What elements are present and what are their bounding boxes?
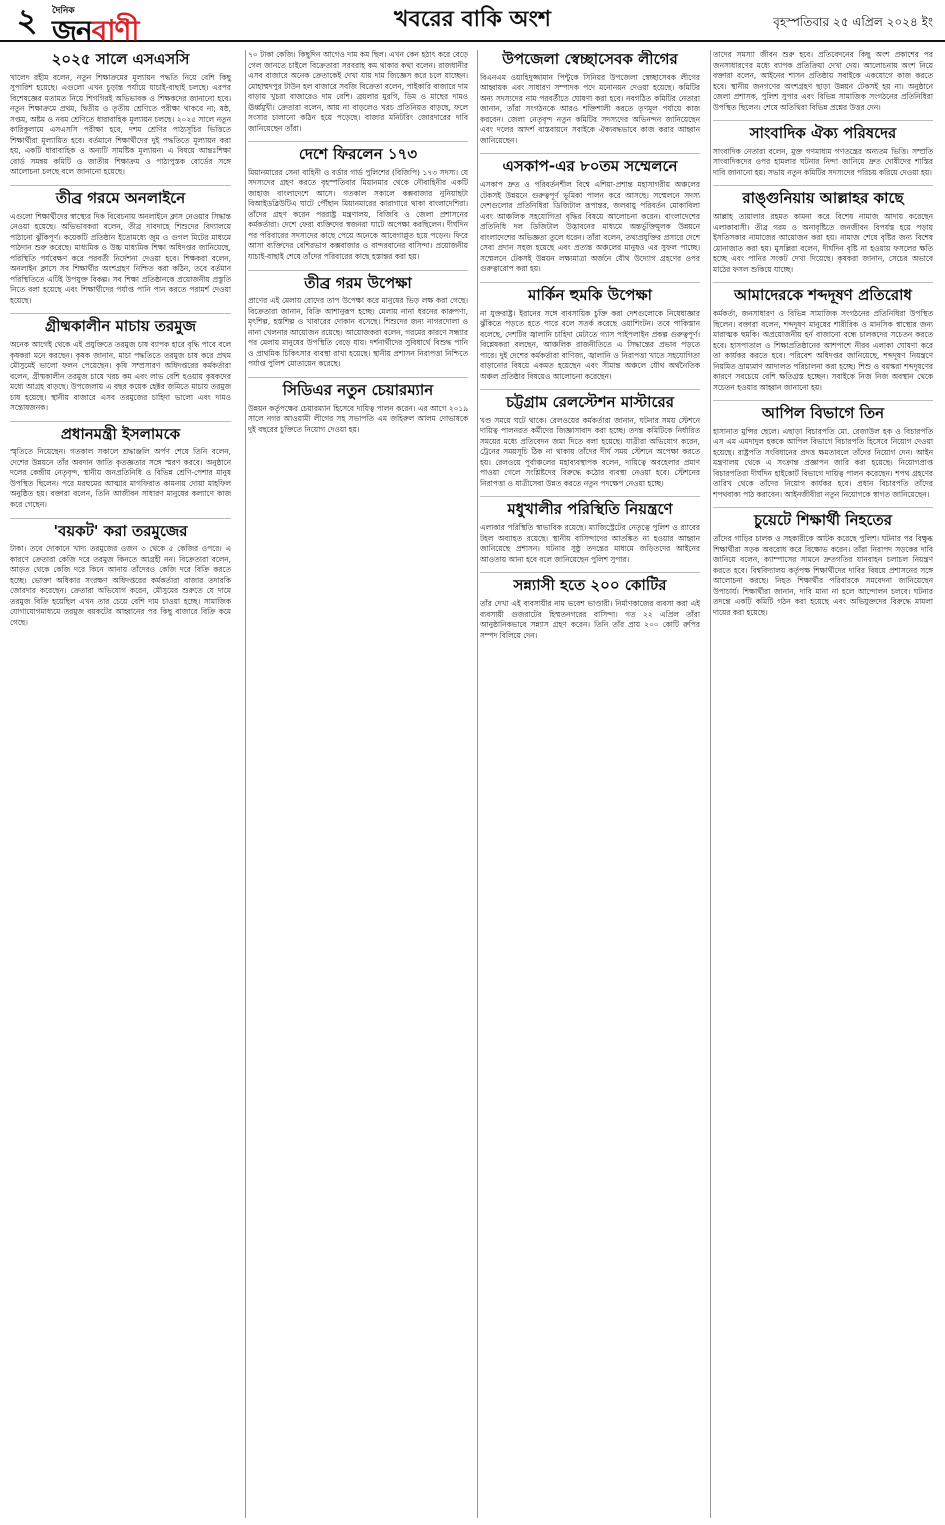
column-2 [245,50,470,1518]
logo-part2: বাণী [91,14,139,47]
article-body: হাসানাত মুন্সির ছেলে। এছাড়া বিচারপতি মো. রেজাউল হক ও বিচারপতি এস এম এমদাদুল হককে আপিল বিভাগে বিচারপতি হিসেবে নিয়োগ দেওয়া হয়েছে। রাষ্ট্রপতি সংবিধানের প্রদত্ত ক্ষমতাবলে তাঁদের নিয়োগ দেন। আইন মন্ত্রণালয় থেকে এ সংক্রান্ত প্রজ্ঞাপন জারি করা হয়েছে। নিয়োগপ্রাপ্ত বিচারপতিরা দীর্ঘদিন হাইকোর্ট বিভাগে দায়িত্ব পালন করেছেন। শপথ গ্রহণের তারিখ থেকে তাঁদের নিয়োগ কার্যকর হবে। প্রধান বিচারপতি তাঁদের শপথবাক্য পাঠ করাবেন। আইনজীবীরা নতুন নিয়োগকে স্বাগত জানিয়েছেন। [713,426,933,499]
logo-part1: জন [52,14,92,47]
article-body: আল্লাহ তায়ালার রহমত কামনা করে বিশেষ নামাজ আদায় করেছেন এলাকাবাসী। তীব্র গরম ও অনাবৃষ্টিতে জনজীবন বিপর্যস্ত হয়ে পড়ায় ইসতিসকার নামাজের আয়োজন করা হয়। নামাজ শেষে বৃষ্টির জন্য বিশেষ মোনাজাত করা হয়। মুসল্লিরা বলেন, দীর্ঘদিন বৃষ্টি না হওয়ায় ফসলের ক্ষতি হচ্ছে এবং পানির সংকট দেখা দিয়েছে। কৃষকরা জানান, সেচের অভাবে মাঠের ফসল শুকিয়ে যাচ্ছে। [713,212,933,274]
column-3 [477,50,702,1518]
headline-ssc-2025: ২০২৫ সালে এসএসসি [51,50,190,68]
article-body: সাংবাদিক নেতারা বলেন, মুক্ত গণমাধ্যম গণতন্ত্রের অন্যতম ভিত্তি। সম্প্রতি সাংবাদিকদের ওপর হামলার ঘটনার নিন্দা জানিয়ে দ্রুত দোষীদের শাস্তির দাবি জানানো হয়। সভায় নতুন কমিটির সদস্যদের পরিচয় করিয়ে দেওয়া হয়। [713,146,933,177]
headline-escap-80: এসকাপ-এর ৮০তম সম্মেলনে [480,153,700,176]
article-body: টাকা। তবে দোকানে খাদ্য তরমুজের ওজন ৩ থেকে ৫ কেজির ওপরে। এ কারণে ক্রেতারা কেজি দরে তরমুজ কিনতে আগ্রহী নন। বিক্রেতারা বলেন, আড়ত থেকে কেজি দরে কিনে আনায় তাঁদেরও কেজি দরে বিক্রি করতে হচ্ছে। ভোক্তা অধিকার সংরক্ষণ অধিদপ্তরের কর্মকর্তারা বাজার তদারকি জোরদার করেছেন। ক্রেতারা অভিযোগ করেন, মৌসুমের শুরুতে যে দামে তরমুজ বিক্রি হয়েছিল এখন তার চেয়ে বেশি দাম চাওয়া হচ্ছে। সামাজিক যোগাযোগমাধ্যমে তরমুজ বয়কটের আহ্বানের পর কিছু বাজারে বিক্রি কমে গেছে। [10,544,231,627]
article-body: মিয়ানমারের সেনা বাহিনী ও বর্ডার গার্ড পুলিশের (বিজিপি) ১৭৩ সদস্য। যে সদস্যদের গ্রহণ করতে বৃহস্পতিবার মিয়ানমার থেকে নৌবাহিনীর একটি জাহাজ বাংলাদেশে আসে। গতকাল সকালে কক্সবাজার নুনিয়াছটা বিআইডব্লিউটিএ ঘাটে পৌঁছান মিয়ানমারের কারাগারে থাকা বাংলাদেশিরা। তাঁদের গ্রহণ করেন পররাষ্ট্র মন্ত্রণালয়, বিজিবি ও জেলা প্রশাসনের কর্মকর্তারা। দেশে ফেরা ব্যক্তিদের স্বজনরা ঘাটে অপেক্ষা করছিলেন। দীর্ঘদিন পর পরিবারের সদস্যদের কাছে পেয়ে অনেকে আবেগাপ্লুত হয়ে পড়েন। ফিরে আসা ব্যক্তিদের বেশিরভাগ কক্সবাজার ও বান্দরবানের বাসিন্দা। প্রয়োজনীয় যাচাই-বাছাই শেষে তাঁদের পরিবারের কাছে হস্তান্তর করা হয়। [248,167,468,261]
article-body: খণ্ড সময়ে ঘটে থাকে। রেলওয়ের কর্মকর্তারা জানান, ঘটনার সময় স্টেশনে দায়িত্ব পালনরত কর্মীদের জিজ্ঞাসাবাদ করা হচ্ছে। তদন্ত কমিটিকে নির্ধারিত সময়ের মধ্যে প্রতিবেদন জমা দিতে বলা হয়েছে। যাত্রীরা অভিযোগ করেন, ট্রেনের সময়সূচি ঠিক না থাকায় তাঁদের দীর্ঘ সময় স্টেশনে অপেক্ষা করতে হয়। রেলওয়ে পূর্বাঞ্চলের মহাব্যবস্থাপক বলেন, দায়িত্বে অবহেলার প্রমাণ পাওয়া গেলে সংশ্লিষ্টদের বিরুদ্ধে কঠোর ব্যবস্থা নেওয়া হবে। স্টেশনের নিরাপত্তা ও যাত্রীসেবা উন্নত করতে নতুন পদক্ষেপ নেওয়া হচ্ছে। [480,415,700,488]
article-body: বিএনএম ওয়াহিদুজ্জামান পিন্টুকে সিনিয়র উপজেলা স্বেচ্ছাসেবক লীগের আহ্বায়ক এবং সাধারণ সম্পাদক পদে মনোনয়ন দেওয়া হয়েছে। কমিটির অন্য সদস্যদের নাম পরবর্তীতে ঘোষণা করা হবে। নবগঠিত কমিটির নেতারা জানান, তাঁরা সংগঠনকে আরও শক্তিশালী করতে তৃণমূল পর্যায়ে কাজ করবেন। জেলা নেতৃবৃন্দ নতুন কমিটির সদস্যদের অভিনন্দন জানিয়েছেন এবং দলের আদর্শ বাস্তবায়নে সবাইকে ঐক্যবদ্ধভাবে কাজ করার আহ্বান জানিয়েছেন। [480,72,700,145]
article-body: খালেদ রহীম বলেন, নতুন শিক্ষাক্রমের মূল্যায়ন পদ্ধতি নিয়ে বেশি কিছু সুপারিশ হয়েছে। এগুলো এখন চূড়ান্ত পর্যায়ে যাচাই-বাছাই চলছে। এরপর বিশেষজ্ঞের মতামত নিয়ে শিগগিরই অভিভাবক ও শিক্ষকদের জানানো হবে। নতুন শিক্ষাক্রমে প্রথম, দ্বিতীয় ও তৃতীয় শ্রেণিতে পরীক্ষা থাকবে না; ষষ্ঠ, সপ্তম, অষ্টম ও নবম শ্রেণিতে ধারাবাহিক মূল্যায়ন চলছে। ২০২৫ সালে নতুন কারিকুলামে এসএসসি পরীক্ষা হবে, দশম শ্রেণির পাঠ্যসূচির ভিত্তিতে শিক্ষার্থীরা মূল্যায়িত হবে। বর্তমানে শিক্ষার্থীদের দুই পদ্ধতিতে মূল্যায়ন করা হয়, একটি ধারাবাহিক ও অন্যটি সামষ্টিক মূল্যায়ন। এ বিষয়ে আন্তঃশিক্ষা বোর্ড সমন্বয় কমিটি ও জাতীয় শিক্ষাক্রম ও পাঠ্যপুস্তক বোর্ডের সঙ্গে আলোচনা চলছে বলে জানানো হয়েছে। [10,72,231,177]
headline-boycott-melon: 'বয়কট' করা তরমুজের [10,518,231,541]
section-title: খবরের বাকি অংশ [394,7,551,32]
article-body: স্মৃতিতে নিয়েছেন। গতকাল সকালে শ্রদ্ধাঞ্জলি অর্পণ শেষে তিনি বলেন, দেশের উন্নয়নে তাঁর অবদান জাতি কৃতজ্ঞতার সঙ্গে স্মরণ করবে। অনুষ্ঠানে দলের কেন্দ্রীয় নেতৃবৃন্দ, স্থানীয় জনপ্রতিনিধি ও বিভিন্ন শ্রেণি-পেশার মানুষ উপস্থিত ছিলেন। পরে মরহুমের আত্মার মাগফিরাত কামনায় দোয়া মাহফিল অনুষ্ঠিত হয়। বক্তারা বলেন, তিনি আজীবন সাধারণ মানুষের কল্যাণে কাজ করে গেছেন। [10,447,231,509]
headline-journalist-unity: সাংবাদিক ঐক্য পরিষদের [713,120,933,143]
logo-daily-label: দৈনিক [52,6,75,16]
article-body: তাঁদের গাড়ির চালক ও সহকারীকে আটক করেছে পুলিশ। ঘটনার পর বিক্ষুব্ধ শিক্ষার্থীরা সড়ক অবরোধ করে বিক্ষোভ করেন। তাঁরা নিরাপদ সড়কের দাবি জানিয়ে বলেন, ক্যাম্পাসের সামনে দ্রুতগতির যানবাহন চলাচল নিয়ন্ত্রণ করতে হবে। বিশ্ববিদ্যালয় কর্তৃপক্ষ শিক্ষার্থীদের দাবির বিষয়ে প্রশাসনের সঙ্গে আলোচনা করছে। নিহত শিক্ষার্থীর পরিবারকে সমবেদনা জানিয়েছেন উপাচার্য। শিক্ষার্থীরা জানান, দাবি মানা না হলে আন্দোলন চলবে। ঘটনার তদন্তে একটি কমিটি গঠন করা হয়েছে এবং অভিযুক্তদের বিরুদ্ধে মামলা দায়ের করা হয়েছে। [713,534,933,617]
article-body: এগুলো শিক্ষার্থীদের স্বাস্থ্যের দিক বিবেচনায় অনলাইনে ক্লাস নেওয়ার সিদ্ধান্ত নেওয়া হয়েছে। অভিভাবকরা বলেন, তীব্র দাবদাহে শিশুদের বিদ্যালয়ে পাঠানো ঝুঁকিপূর্ণ। কয়েকটি প্রতিষ্ঠান ইতোমধ্যে জুম ও গুগল মিটের মাধ্যমে পাঠদান শুরু করেছে। মাধ্যমিক ও উচ্চ মাধ্যমিক শিক্ষা অধিদপ্তর জানিয়েছে, পরিস্থিতি পর্যবেক্ষণ করে পরবর্তী নির্দেশনা দেওয়া হবে। শিক্ষকরা বলেন, অনলাইন ক্লাসে সব শিক্ষার্থীর অংশগ্রহণ নিশ্চিত করা কঠিন, তবে বর্তমান পরিস্থিতিতে এটিই উপযুক্ত বিকল্প। সব শিক্ষা প্রতিষ্ঠানকে প্রয়োজনীয় প্রস্তুতি নিতে বলা হয়েছে এবং শিক্ষার্থীদের পর্যাপ্ত পানি পান করতে পরামর্শ দেওয়া হয়েছে। [10,211,231,305]
headline-rangunia: রাঙ্গুনিয়ায় আল্লাহর কাছে [713,185,933,208]
headline-cda-chairman: সিডিএর নতুন চেয়ারম্যান [248,377,468,400]
date-line: বৃহস্পতিবার ২৫ এপ্রিল ২০২৪ ইং [773,15,933,29]
article-body: ৭০ টাকা কেজি। কিছুদিন আগেও দাম কম ছিল। এখন কেন হঠাৎ করে বেড়ে গেল জানতে চাইলে বিক্রেতারা সরবরাহ কম থাকার কথা বলেন। রাজধানীর এসব বাজারে অনেক ক্রেতাকেই দেখা যায় দাম জিজ্ঞেস করে চলে যাচ্ছেন। মোহাম্মদপুর টাউন হল বাজারে সবজি বিক্রেতা বলেন, পাইকারি বাজারে দাম বাড়ায় খুচরা বাজারেও দাম বেশি। ব্রয়লার মুরগি, ডিম ও মাছের দামও ঊর্ধ্বমুখী। ক্রেতারা বলেন, আয় না বাড়লেও খরচ প্রতিনিয়ত বাড়ছে, ফলে সংসার চালানো কঠিন হয়ে পড়েছে। বাজার মনিটরিং জোরদারের দাবি জানিয়েছেন তাঁরা। [248,50,468,133]
article-body: কর্মকর্তা, জনসাধারণ ও বিভিন্ন সামাজিক সংগঠনের প্রতিনিধিরা উপস্থিত ছিলেন। বক্তারা বলেন, শব্দদূষণ মানুষের শারীরিক ও মানসিক স্বাস্থ্যের জন্য মারাত্মক হুমকি। অপ্রয়োজনীয় হর্ন বাজানো বন্ধে চালকদের সচেতন করতে হবে। হাসপাতাল ও শিক্ষাপ্রতিষ্ঠানের আশপাশে নীরব এলাকা ঘোষণা করে তা কার্যকর করতে হবে। পরিবেশ অধিদপ্তর জানিয়েছে, শব্দদূষণ নিয়ন্ত্রণে নিয়মিত ভ্রাম্যমাণ আদালত পরিচালনা করা হচ্ছে। শিশু ও বয়স্করা শব্দদূষণের কারণে সবচেয়ে বেশি ক্ষতিগ্রস্ত হচ্ছেন। সবাইকে নিজ নিজ অবস্থান থেকে সচেতন হওয়ার আহ্বান জানানো হয়। [713,308,933,392]
column-1 [8,50,233,1518]
article-body: এসকাপ দ্রুত ও পরিবর্তনশীল বিশ্বে এশিয়া-প্রশান্ত মহাসাগরীয় অঞ্চলের টেকসই উন্নয়নে গুরুত্বপূর্ণ ভূমিকা পালন করে আসছে। সম্মেলনে সদস্য দেশগুলোর প্রতিনিধিরা ডিজিটাল রূপান্তর, জলবায়ু পরিবর্তন মোকাবিলা এবং আঞ্চলিক সহযোগিতা বৃদ্ধির বিষয়ে আলোচনা করেন। বাংলাদেশের প্রতিনিধি দল ডিজিটাল উদ্ভাবনের মাধ্যমে অন্তর্ভুক্তিমূলক উন্নয়নে বাংলাদেশের অভিজ্ঞতা তুলে ধরেন। তাঁরা বলেন, তথ্যপ্রযুক্তির প্রসারে দেশে সেবা প্রদান সহজ হয়েছে এবং প্রত্যন্ত অঞ্চলের মানুষও এর সুফল পাচ্ছে। সম্মেলনে টেকসই উন্নয়ন লক্ষ্যমাত্রা অর্জনে যৌথ উদ্যোগ গ্রহণের ওপর গুরুত্বারোপ করা হয়। [480,180,700,274]
article-body: না যুক্তরাষ্ট্র। ইরানের সঙ্গে ব্যবসায়িক চুক্তি করা দেশগুলোকে নিষেধাজ্ঞার ঝুঁকিতে পড়তে হতে পারে বলে সতর্ক করেছে ওয়াশিংটন। তবে পাকিস্তান বলেছে, দেশটির জ্বালানি চাহিদা মেটাতে গ্যাস পাইপলাইন প্রকল্প গুরুত্বপূর্ণ। বিশ্লেষকরা বলছেন, আঞ্চলিক রাজনীতিতে এ সিদ্ধান্তের প্রভাব পড়তে পারে। দুই দেশের কর্মকর্তারা বাণিজ্য, জ্বালানি ও নিরাপত্তা খাতে সহযোগিতা বাড়ানোর বিষয়ে একমত হয়েছেন এবং সীমান্ত অঞ্চলে যৌথ অর্থনৈতিক অঞ্চল প্রতিষ্ঠার বিষয়েও আলোচনা করেছেন। [480,308,700,381]
headline-volunteer-league: উপজেলা স্বেচ্ছাসেবক লীগের [502,50,678,68]
column-4 [710,50,935,1518]
article-body: প্রাণের এই মেলায় রোদের তাপ উপেক্ষা করে মানুষের ভিড় লক্ষ করা গেছে। বিক্রেতারা জানান, বিক্রি আশানুরূপ হচ্ছে। মেলায় নানা ধরনের কারুপণ্য, মৃৎশিল্প, হস্তশিল্প ও খাবারের দোকান বসেছে। শিশুদের জন্য নাগরদোলা ও নানা খেলনার আয়োজন রয়েছে। আয়োজকরা বলেন, গরমের কারণে সন্ধ্যার পর মেলায় মানুষের উপস্থিতি বেড়ে যায়। দর্শনার্থীদের সুবিধার্থে বিশুদ্ধ পানি ও প্রাথমিক চিকিৎসার ব্যবস্থা রাখা হয়েছে। স্থানীয় প্রশাসন নিরাপত্তা নিশ্চিতে পর্যাপ্ত পুলিশ মোতায়েন করেছে। [248,296,468,369]
headline-pm-islam: প্রধানমন্ত্রী ইসলামকে [10,421,231,444]
page-number: ২ [16,1,38,39]
article-body: তাঁর দেখা এই ব্যবসায়ীর নাম ভবেশ ভাণ্ডারী। নির্মাণকাজের ব্যবসা করা এই ব্যবসায়ী গুজরাটের হিম্মতনগরের বাসিন্দা। গত ২২ এপ্রিল তাঁরা আনুষ্ঠানিকভাবে সন্ন্যাস গ্রহণ করেন। তিনি তাঁর প্রায় ২০০ কোটি রুপির সম্পদ বিলিয়ে দেন। [480,599,700,640]
masthead [0,0,945,47]
article-body: তাদের সমস্যা জীবন শুরু হবে। প্রতিবেদনের কিছু অংশ প্রকাশের পর জনসাধারণের মধ্যে ব্যাপক প্রতিক্রিয়া দেখা দেয়। আলোচনায় অংশ নিয়ে বক্তারা বলেন, আইনের শাসন প্রতিষ্ঠায় সবাইকে একযোগে কাজ করতে হবে। স্থানীয় জনগণের অংশগ্রহণ ছাড়া উন্নয়ন টেকসই হয় না। অনুষ্ঠানে জেলা প্রশাসক, পুলিশ সুপার এবং বিভিন্ন সামাজিক সংগঠনের প্রতিনিধিরা উপস্থিত ছিলেন। শেষে অতিথিরা বিভিন্ন প্রশ্নের উত্তর দেন। [713,50,933,112]
article-body: অনেক আগেই থেকে এই প্রযুক্তিতে তরমুজ চাষ ব্যাপক হারে বৃদ্ধি পাবে বলে কৃষকরা মনে করছেন। কৃষক জানান, মাচা পদ্ধতিতে তরমুজ চাষ করে প্রথম মৌসুমেই ভালো ফলন পেয়েছেন। কৃষি সম্প্রসারণ অধিদপ্তরের কর্মকর্তারা বলেন, গ্রীষ্মকালীন তরমুজ চাষে খরচ কম এবং লাভ বেশি হওয়ায় কৃষকদের মধ্যে আগ্রহ বাড়ছে। উপজেলায় এ বছর কয়েক হেক্টর জমিতে মাচায় তরমুজ চাষ হয়েছে। স্থানীয় বাজারে এসব তরমুজের চাহিদা ভালো এবং দামও সন্তোষজনক। [10,340,231,413]
headline-madhukhali: মধুখালীর পরিস্থিতি নিয়ন্ত্রণে [480,496,700,519]
article-body: এলাকার পরিস্থিতি স্বাভাবিক রয়েছে। ম্যাজিস্ট্রেটের নেতৃত্বে পুলিশ ও র‍্যাবের টহল অব্যাহত রয়েছে। স্থানীয় বাসিন্দাদের আতঙ্কিত না হওয়ার আহ্বান জানিয়েছে প্রশাসন। ঘটনার সুষ্ঠু তদন্তের মাধ্যমে জড়িতদের আইনের আওতায় আনা হবে বলে জানিয়েছেন পুলিশ সুপার। [480,523,700,564]
headline-return-173: দেশে ফিরলেন ১৭৩ [248,141,468,164]
headline-us-threat: মার্কিন হুমকি উপেক্ষা [480,282,700,305]
headline-noise-pollution: আমাদেরকে শব্দদূষণ প্রতিরোধ [713,282,933,305]
headline-heat-ignored: তীব্র গরম উপেক্ষা [248,270,468,293]
article-body: উন্নয়ন কর্তৃপক্ষের চেয়ারম্যান হিসেবে দায়িত্ব পালন করেন। এর আগে ২০১৯ সালে নগর আওয়ামী লীগের সহ সভাপতি এম জহিরুল আলম দোভাষকে দুই বছরের চুক্তিতে নিয়োগ দেওয়া হয়। [248,403,468,434]
headline-summer-melon: গ্রীষ্মকালীন মাচায় তরমুজ [10,313,231,336]
headline-appeal-three: আপিল বিভাগে তিন [713,400,933,423]
headline-sannyasi: সন্ন্যাসী হতে ২০০ কোটির [480,572,700,595]
headline-heat-online: তীব্র গরমে অনলাইনে [10,185,231,208]
headline-ctg-relay: চট্টগ্রাম রেলস্টেশন মাস্টারের [480,389,700,412]
headline-cuet-student: চুয়েটে শিক্ষার্থী নিহতের [713,507,933,530]
